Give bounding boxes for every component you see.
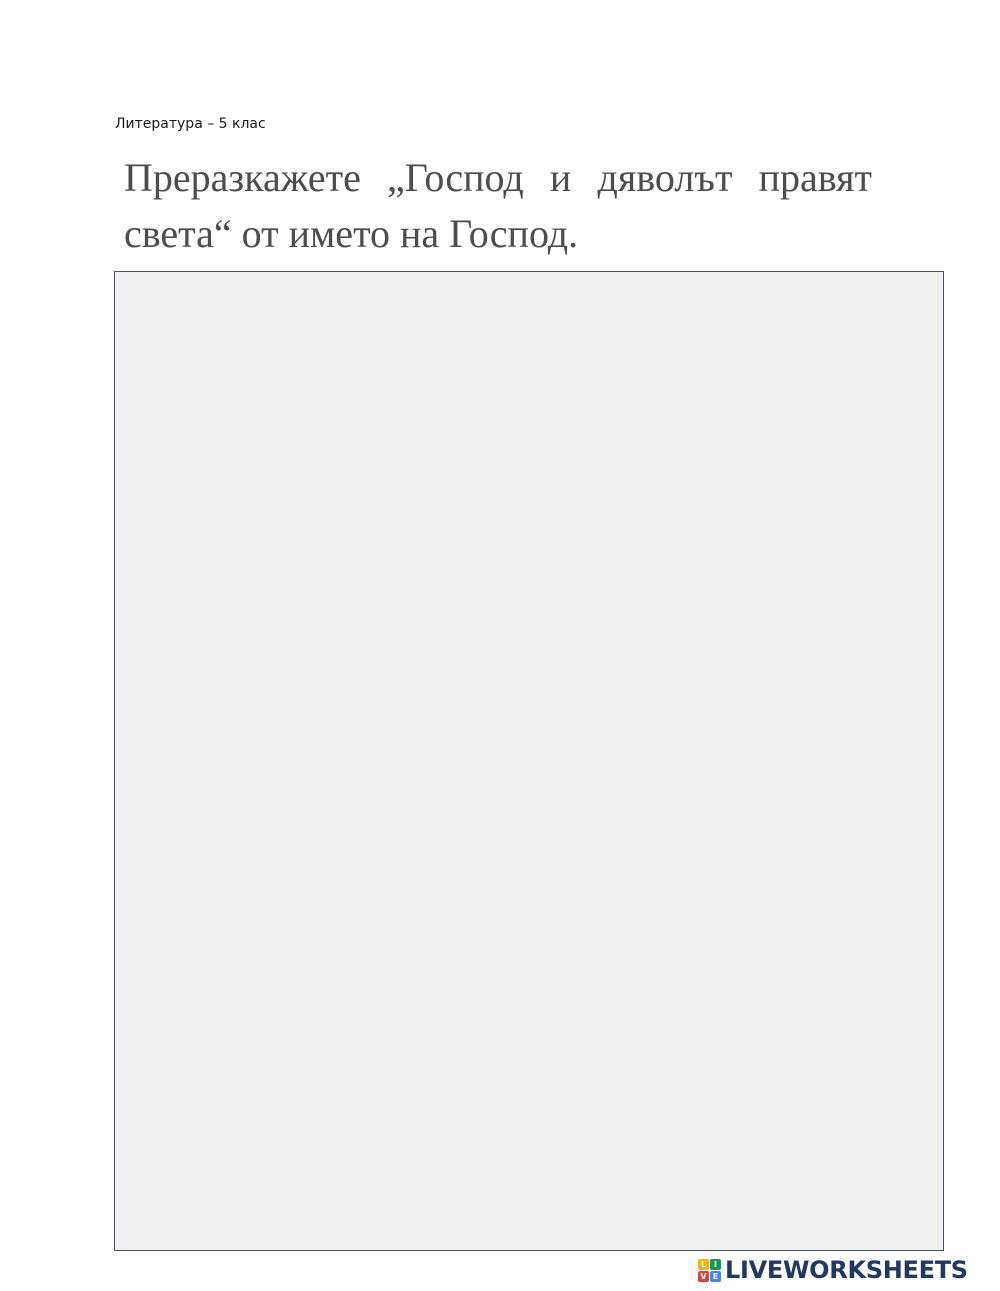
liveworksheets-logo-icon xyxy=(698,1259,721,1282)
liveworksheets-brand xyxy=(698,1256,968,1284)
task-instruction xyxy=(124,150,872,262)
logo-letter-i: I xyxy=(710,1259,721,1270)
subject-header: Литература – 5 клас xyxy=(115,116,266,132)
brand-name: LIVEWORKSHEETS xyxy=(725,1256,968,1284)
task-instruction-line-2: света“ от името на Господ. xyxy=(124,211,579,256)
logo-letter-v: V xyxy=(698,1271,709,1282)
task-instruction-line-1: Преразкажете „Господ и дяволът правят xyxy=(124,155,872,200)
logo-letter-l: L xyxy=(698,1259,709,1270)
logo-letter-e: E xyxy=(710,1271,721,1282)
answer-text-area[interactable] xyxy=(114,271,944,1251)
